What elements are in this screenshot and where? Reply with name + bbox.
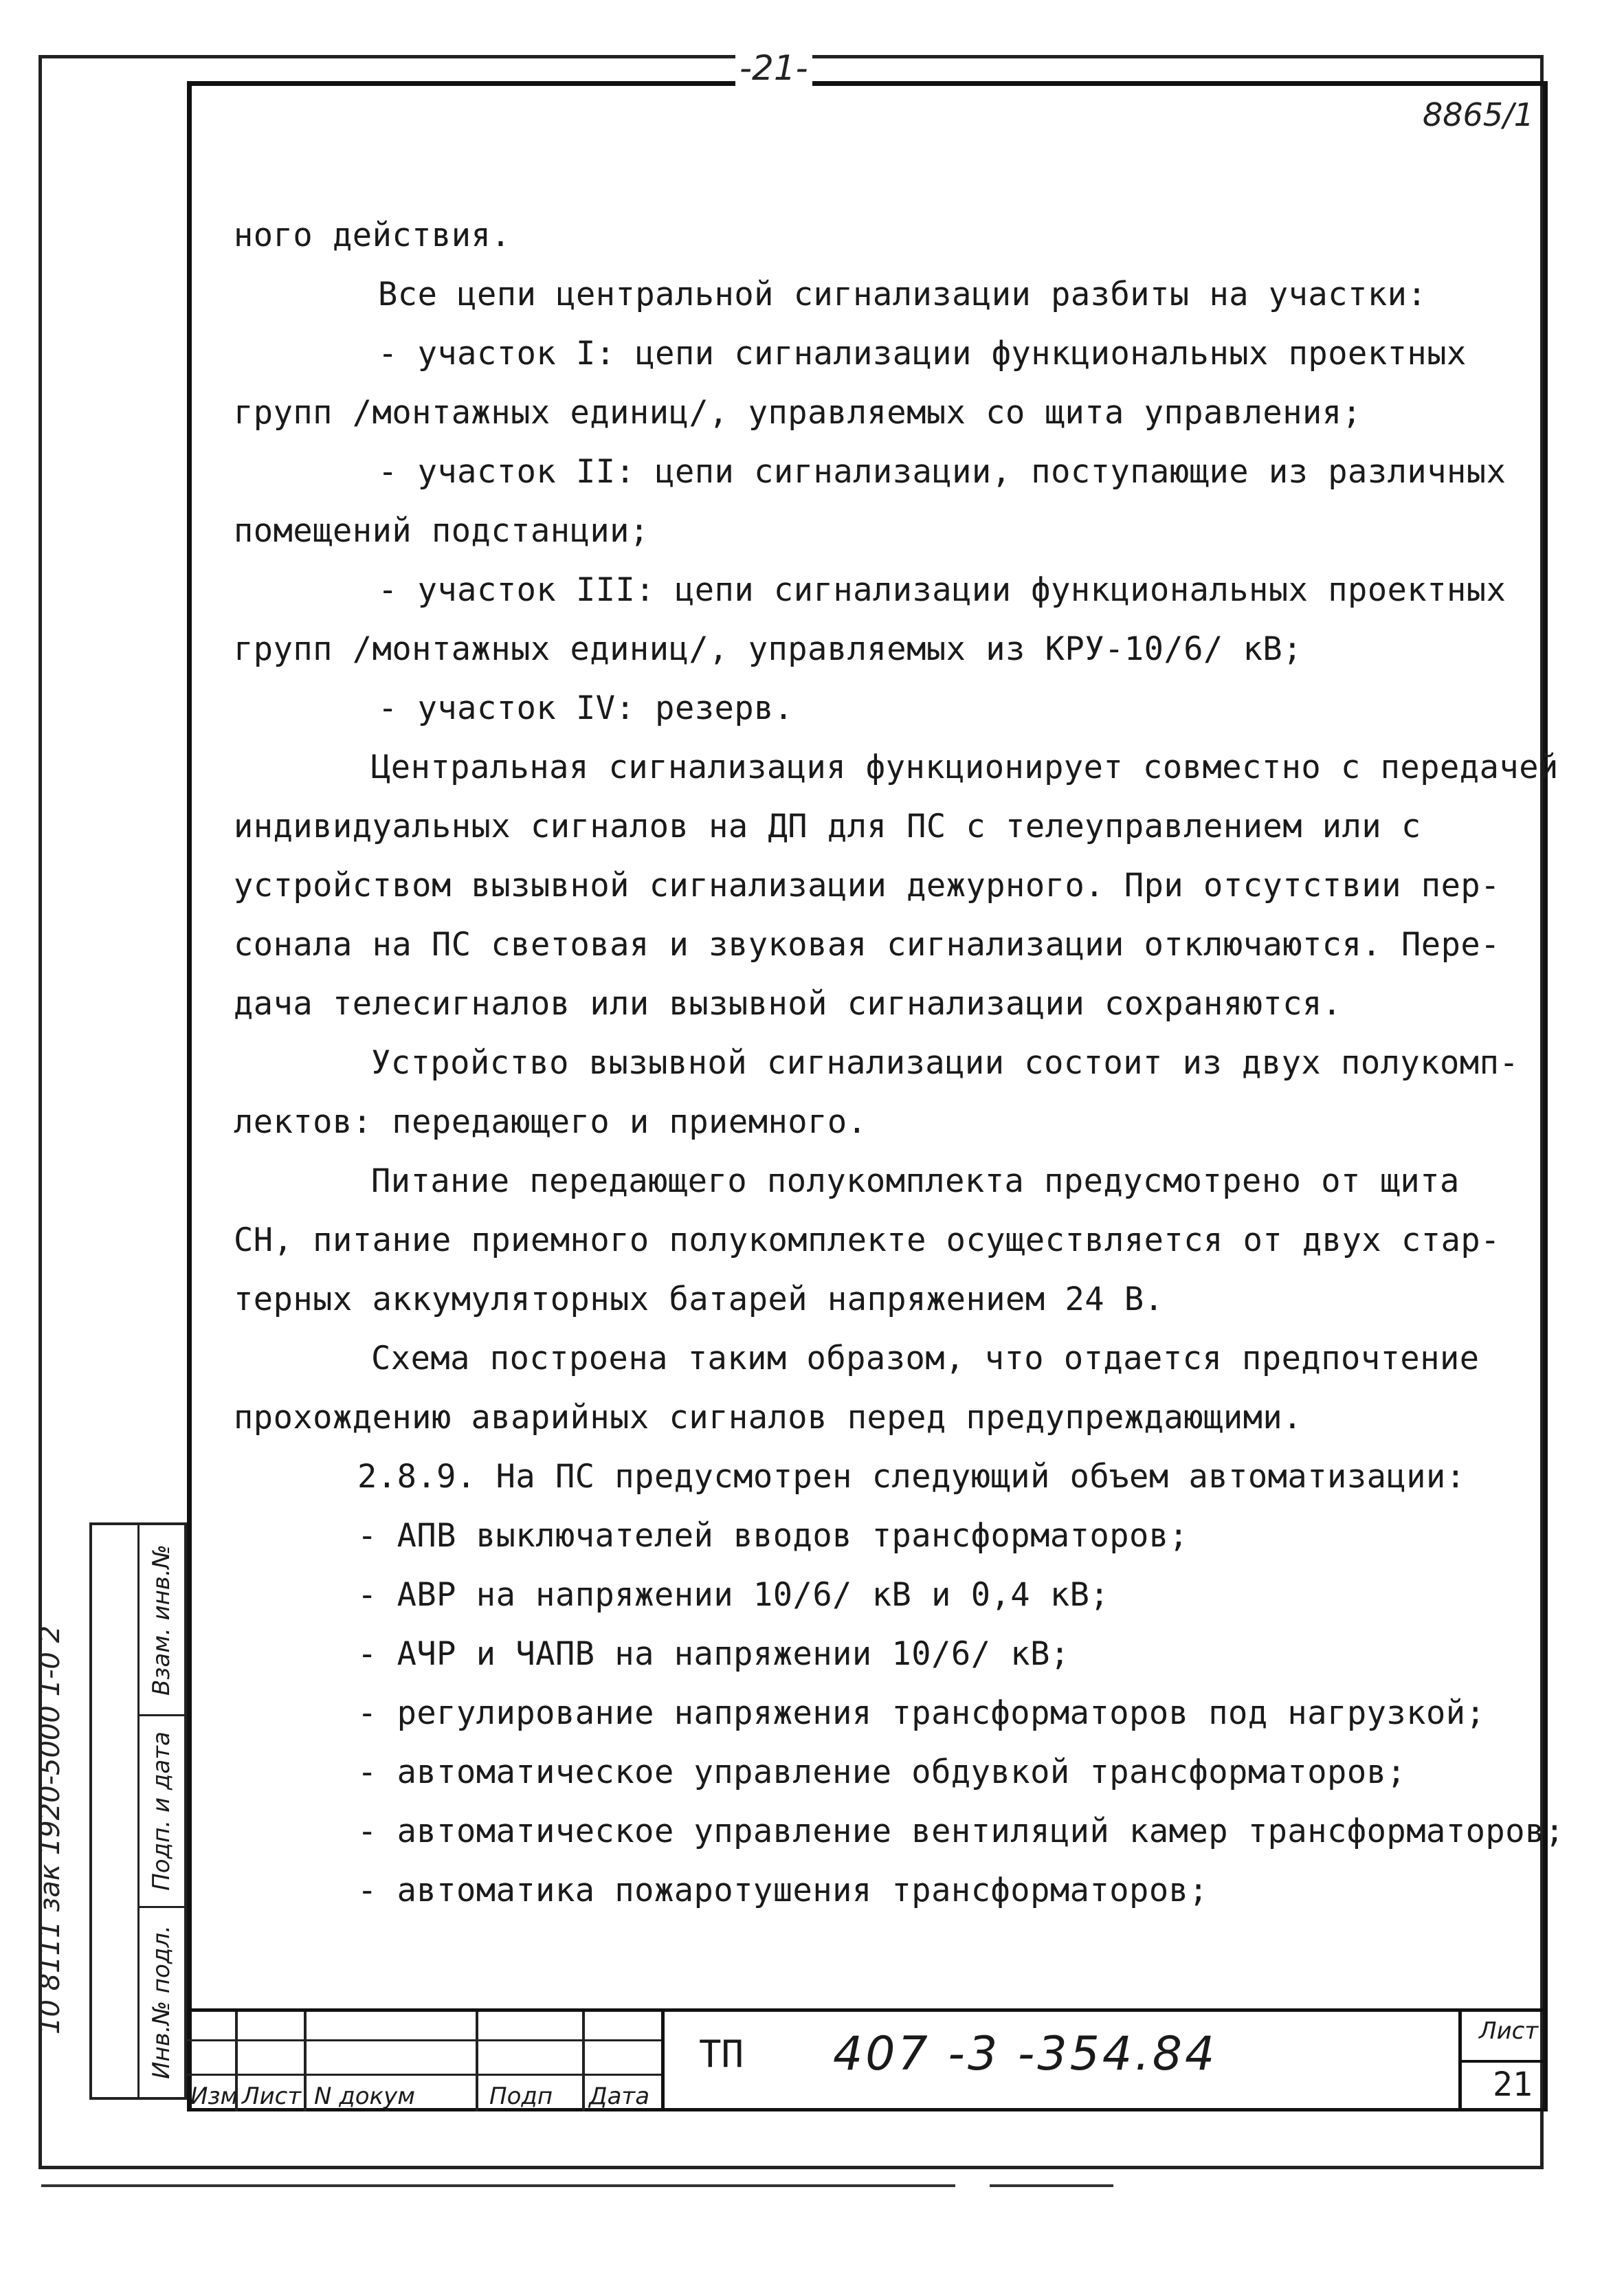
- text-line: 2.8.9. На ПС предусмотрен следующий объем автоматизации:: [357, 1458, 1466, 1496]
- doc-code: 407 -3 -354.84: [833, 2027, 1218, 2081]
- title-block: [187, 2008, 1548, 2111]
- text-line: сонала на ПС световая и звуковая сигнализации отключаются. Пере-: [234, 926, 1500, 964]
- sheet-number: 21: [1493, 2065, 1533, 2104]
- text-line: Питание передающего полукомплекта предусмотрено от щита: [371, 1162, 1460, 1200]
- list-item: - АПВ выключателей вводов трансформаторов;: [357, 1517, 1189, 1555]
- text-line: прохождению аварийных сигналов перед предупреждающими.: [234, 1399, 1303, 1437]
- bottom-edge-line: [990, 2184, 1113, 2187]
- text-line: - участок I: цепи сигнализации функциональных проектных: [378, 335, 1467, 373]
- stamp-label-signature-date: Подп. и дата: [148, 1731, 176, 1891]
- list-item: - автоматическое управление обдувкой трансформаторов;: [357, 1753, 1407, 1791]
- side-vertical-note: 10 8111 зак 1920-5000 1-0 2: [34, 1625, 66, 2034]
- text-line: СН, питание приемного полукомплекте осуществляется от двух стар-: [234, 1221, 1500, 1259]
- stamp-label-inventory: Инв.№ подл.: [148, 1925, 176, 2080]
- col-label-sheet: Лист: [242, 2083, 302, 2110]
- col-label-date: Дата: [589, 2083, 650, 2110]
- col-label-signature: Подп: [489, 2083, 553, 2110]
- stamp-label-replacement: Взам. инв.№: [148, 1544, 176, 1696]
- text-line: лектов: передающего и приемного.: [234, 1103, 867, 1141]
- col-label-doc-number: N докум: [314, 2083, 415, 2110]
- text-line: групп /монтажных единиц/, управляемых со щита управления;: [234, 394, 1362, 432]
- body-text: [234, 206, 1565, 1920]
- text-line: индивидуальных сигналов на ДП для ПС с телеуправлением или с: [234, 808, 1421, 845]
- text-line: ного действия.: [234, 217, 511, 254]
- text-line: терных аккумуляторных батарей напряжением 24 В.: [234, 1280, 1164, 1318]
- page-number: -21-: [735, 48, 812, 88]
- title-block-grid: [187, 2012, 661, 2111]
- sheet-label: Лист: [1479, 2017, 1539, 2045]
- list-item: - автоматика пожаротушения трансформаторов;: [357, 1872, 1209, 1909]
- list-item: - АЧР и ЧАПВ на напряжении 10/6/ кВ;: [357, 1635, 1070, 1673]
- side-stamp-labels: [140, 1525, 185, 2097]
- text-line: устройством вызывной сигнализации дежурного. При отсутствии пер-: [234, 867, 1500, 905]
- side-stamp: [89, 1522, 187, 2100]
- list-item: - регулирование напряжения трансформаторов под нагрузкой;: [357, 1694, 1486, 1732]
- list-item: - АВР на напряжении 10/6/ кВ и 0,4 кВ;: [357, 1576, 1110, 1614]
- list-item: - автоматическое управление вентиляций камер трансформаторов;: [357, 1812, 1565, 1850]
- text-line: Схема построена таким образом, что отдается предпочтение: [371, 1340, 1480, 1377]
- text-line: - участок II: цепи сигнализации, поступающие из различных: [378, 453, 1506, 491]
- text-line: дача телесигналов или вызывной сигнализации сохраняются.: [234, 985, 1342, 1023]
- text-line: - участок IV: резерв.: [378, 689, 794, 727]
- doc-prefix: ТП: [699, 2032, 744, 2076]
- text-line: Устройство вызывной сигнализации состоит из двух полукомп-: [371, 1044, 1520, 1082]
- text-line: Центральная сигнализация функционирует совместно с передачей: [371, 749, 1559, 786]
- text-line: групп /монтажных единиц/, управляемых из КРУ-10/6/ кВ;: [234, 630, 1303, 668]
- col-label-change: Изм: [190, 2083, 238, 2110]
- text-line: Все цепи центральной сигнализации разбиты на участки:: [378, 276, 1427, 313]
- text-line: - участок III: цепи сигнализации функциональных проектных: [378, 571, 1506, 609]
- side-stamp-values: [92, 1525, 140, 2097]
- bottom-edge-line: [41, 2184, 955, 2187]
- text-line: помещений подстанции;: [234, 512, 649, 550]
- archive-number: 8865/1: [1423, 96, 1534, 133]
